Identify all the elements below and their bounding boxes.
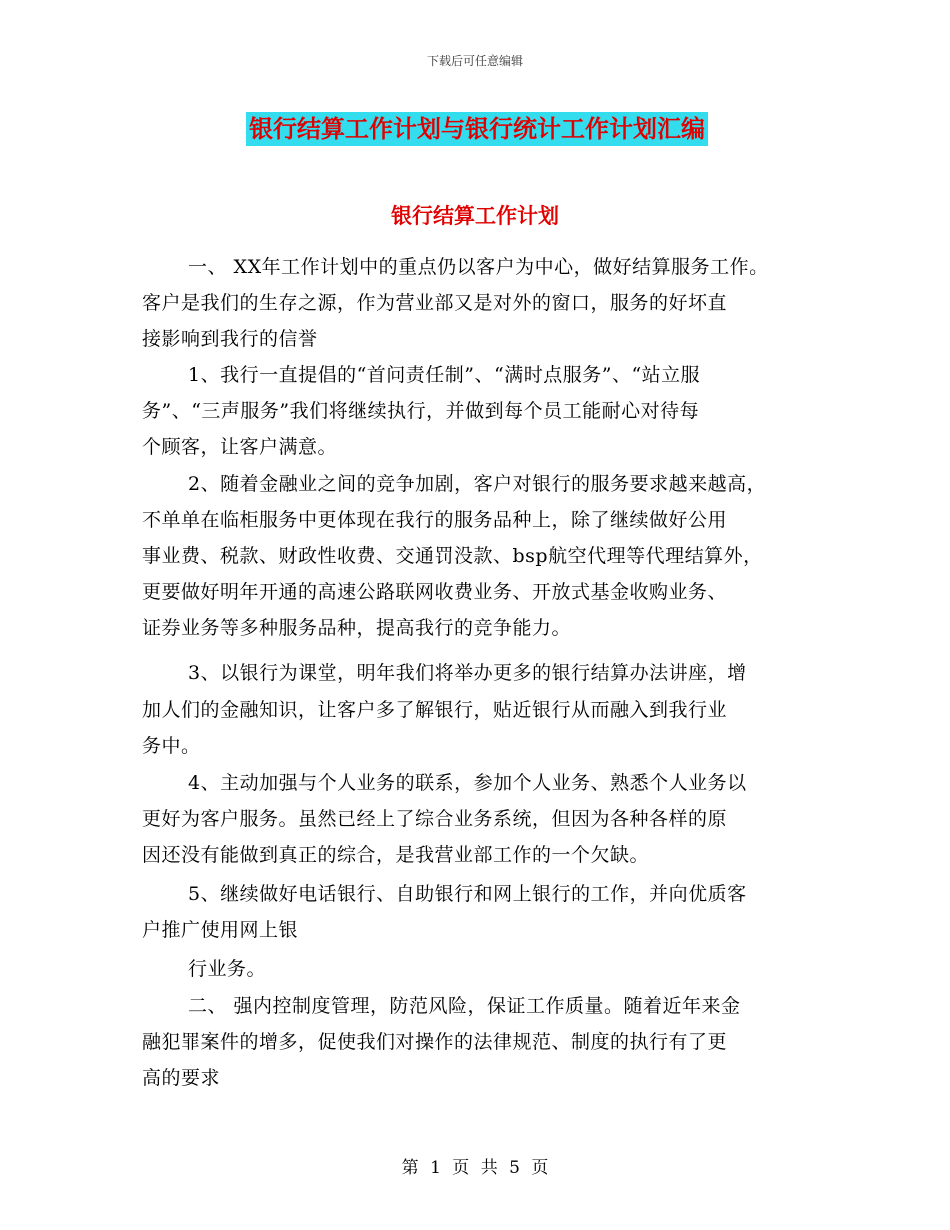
paragraph-line: 不单单在临柜服务中更体现在我行的服务品种上，除了继续做好公用 bbox=[142, 509, 728, 531]
paragraph-line: 二、 强内控制度管理，防范风险，保证工作质量。随着近年来金 bbox=[188, 995, 741, 1017]
paragraph-line: 更要做好明年开通的高速公路联网收费业务、开放式基金收购业务、 bbox=[142, 581, 728, 603]
paragraph-line: 更好为客户服务。虽然已经上了综合业务系统，但因为各种各样的原 bbox=[142, 808, 728, 830]
paragraph-line: 证券业务等多种服务品种，提高我行的竞争能力。 bbox=[142, 617, 572, 639]
paragraph-line: 一、 XX年工作计划中的重点仍以客户为中心，做好结算服务工作。 bbox=[188, 256, 769, 278]
paragraph-line: 个顾客，让客户满意。 bbox=[142, 436, 338, 458]
paragraph-line: 务”、“三声服务”我们将继续执行，并做到每个员工能耐心对待每 bbox=[142, 400, 700, 422]
paragraph-line: 加人们的金融知识，让客户多了解银行，贴近银行从而融入到我行业 bbox=[142, 699, 728, 721]
page-footer: 第 1 页 共 5 页 bbox=[401, 1158, 549, 1178]
paragraph-line: 3、以银行为课堂，明年我们将举办更多的银行结算办法讲座，增 bbox=[188, 662, 747, 684]
paragraph-line: 行业务。 bbox=[188, 958, 267, 980]
paragraph-line: 1、我行一直提倡的“首问责任制”、“满时点服务”、“站立服 bbox=[188, 364, 701, 386]
paragraph-line: 融犯罪案件的增多，促使我们对操作的法律规范、制度的执行有了更 bbox=[142, 1031, 728, 1053]
document-title: 银行结算工作计划与银行统计工作计划汇编 bbox=[246, 112, 708, 146]
paragraph-line: 4、主动加强与个人业务的联系，参加个人业务、熟悉个人业务以 bbox=[188, 772, 747, 794]
paragraph-line: 5、继续做好电话银行、自助银行和网上银行的工作，并向优质客 bbox=[188, 883, 747, 905]
paragraph-line: 事业费、税款、财政性收费、交通罚没款、bsp航空代理等代理结算外， bbox=[142, 545, 763, 567]
paragraph-line: 接影响到我行的信誉 bbox=[142, 328, 318, 350]
paragraph-line: 客户是我们的生存之源，作为营业部又是对外的窗口，服务的好坏直 bbox=[142, 292, 728, 314]
header-note: 下载后可任意编辑 bbox=[426, 54, 523, 68]
paragraph-line: 2、随着金融业之间的竞争加剧，客户对银行的服务要求越来越高， bbox=[188, 473, 767, 495]
paragraph-line: 务中。 bbox=[142, 735, 201, 757]
paragraph-line: 户推广使用网上银 bbox=[142, 919, 299, 941]
section-title: 银行结算工作计划 bbox=[391, 204, 559, 228]
paragraph-line: 因还没有能做到真正的综合，是我营业部工作的一个欠缺。 bbox=[142, 844, 650, 866]
paragraph-line: 高的要求 bbox=[142, 1067, 221, 1089]
